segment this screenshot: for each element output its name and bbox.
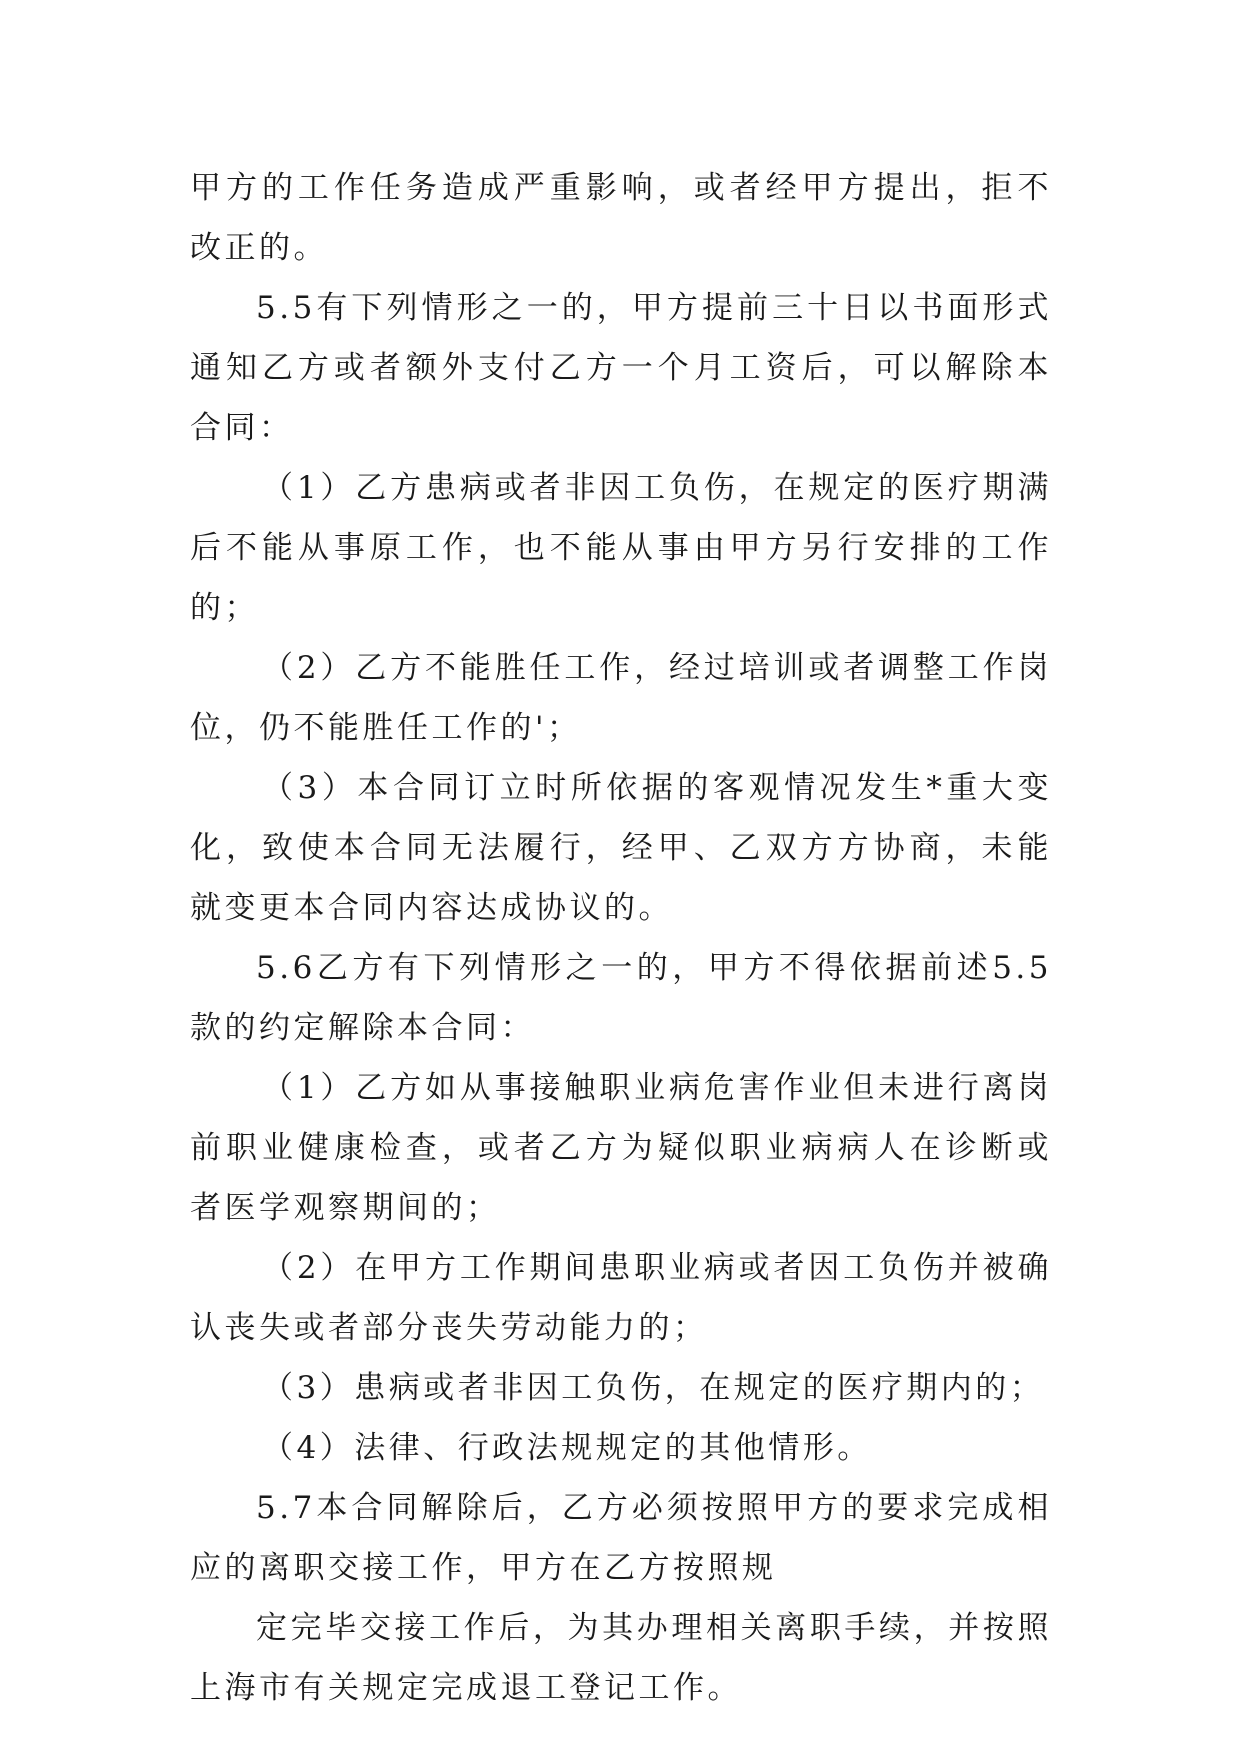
clause-5-6-item-1: （1）乙方如从事接触职业病危害作业但未进行离岗前职业健康检查，或者乙方为疑似职业病病人在诊断或者医学观察期间的；	[190, 1070, 1052, 1226]
document-body	[190, 158, 1052, 1718]
clause-5-7: 5.7本合同解除后，乙方必须按照甲方的要求完成相应的离职交接工作，甲方在乙方按照规	[190, 1490, 1052, 1586]
clause-5-5-item-1: （1）乙方患病或者非因工负伤，在规定的医疗期满后不能从事原工作，也不能从事由甲方另行安排的工作的；	[190, 470, 1052, 626]
clause-5-5: 5.5有下列情形之一的，甲方提前三十日以书面形式通知乙方或者额外支付乙方一个月工资后，可以解除本合同：	[190, 290, 1052, 446]
clause-5-6-item-2: （2）在甲方工作期间患职业病或者因工负伤并被确认丧失或者部分丧失劳动能力的；	[190, 1250, 1052, 1346]
clause-5-5-item-2: （2）乙方不能胜任工作，经过培训或者调整工作岗位，仍不能胜任工作的'；	[190, 650, 1052, 746]
clause-5-7-continuation: 定完毕交接工作后，为其办理相关离职手续，并按照上海市有关规定完成退工登记工作。	[190, 1610, 1052, 1706]
clause-5-6: 5.6乙方有下列情形之一的，甲方不得依据前述5.5款的约定解除本合同：	[190, 950, 1052, 1046]
paragraph-continuation: 甲方的工作任务造成严重影响，或者经甲方提出，拒不改正的。	[190, 170, 1052, 266]
clause-5-6-item-3: （3）患病或者非因工负伤，在规定的医疗期内的；	[262, 1370, 1045, 1406]
clause-5-6-item-4: （4）法律、行政法规规定的其他情形。	[262, 1430, 872, 1466]
clause-5-5-item-3: （3）本合同订立时所依据的客观情况发生*重大变化，致使本合同无法履行，经甲、乙双方方协商，未能就变更本合同内容达成协议的。	[190, 770, 1052, 926]
